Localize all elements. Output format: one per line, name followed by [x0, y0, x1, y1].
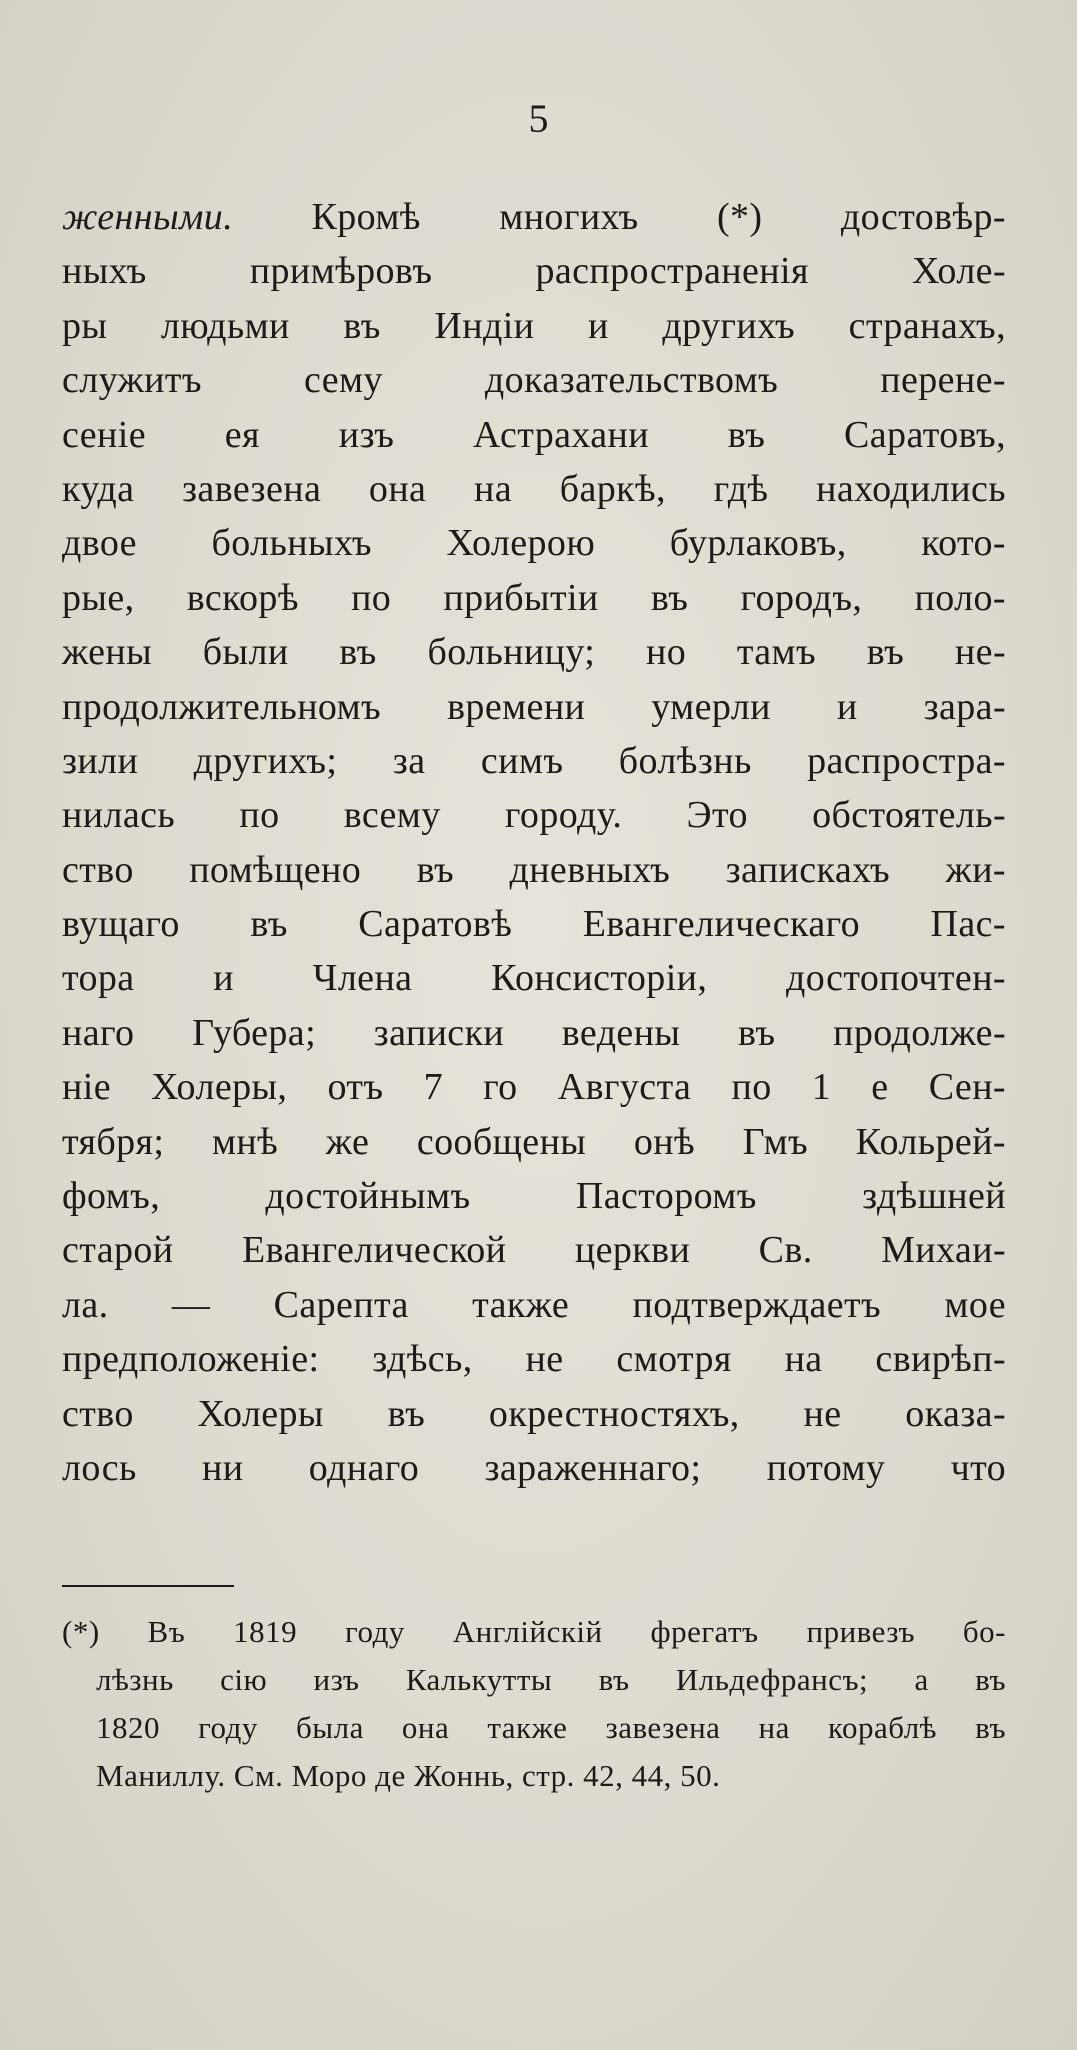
text-line: продолжительномъ времени умерли и зара- — [62, 685, 1006, 728]
text-line — [62, 190, 1006, 244]
text-line: служитъ сему доказательствомъ перене- — [62, 359, 1006, 402]
footnote-line: лѣзнь сію изъ Калькутты въ Ильдефрансъ; а въ — [96, 1662, 1006, 1697]
text-line: куда завезена она на баркѣ, гдѣ находились — [62, 467, 1006, 510]
text-line: ныхъ примѣровъ распространенія Холе- — [62, 250, 1006, 293]
text-line: наго Губера; записки ведены въ продолже- — [62, 1011, 1006, 1054]
text-line: нилась по всему городу. Это обстоятель- — [62, 794, 1006, 837]
footnote-line: 1820 году была она также завезена на кораблѣ въ — [96, 1710, 1006, 1745]
text-line: предположеніе: здѣсь, не смотря на свирѣп- — [62, 1338, 1006, 1381]
text-line: жены были въ больницу; но тамъ въ не- — [62, 631, 1006, 674]
text-line: двое больныхъ Холерою бурлаковъ, кото- — [62, 522, 1006, 565]
page-number: 5 — [528, 96, 549, 141]
text-line: ство помѣщено въ дневныхъ запискахъ жи- — [62, 848, 1006, 891]
footnote-divider — [62, 1585, 234, 1587]
footnote-line: (*) Въ 1819 году Англійскій фрегатъ привезъ бо- — [62, 1614, 1006, 1649]
text-line: сеніе ея изъ Астрахани въ Саратовъ, — [62, 413, 1006, 456]
text-line: тора и Члена Консисторіи, достопочтен- — [62, 957, 1006, 1000]
text-line: тября; мнѣ же сообщены онѣ Гмъ Кольрей- — [62, 1120, 1006, 1163]
footnote-line: Маниллу. См. Моро де Жоннь, стр. 42, 44, 50. — [96, 1758, 721, 1793]
text-line: ство Холеры въ окрестностяхъ, не оказа- — [62, 1392, 1006, 1435]
continued-word: женными. — [62, 196, 234, 238]
first-line-rest: Кромѣ многихъ (*) достовѣр- — [311, 196, 1006, 238]
text-line: ла. — Сарепта также подтверждаетъ мое — [62, 1283, 1006, 1326]
main-text-block — [62, 190, 1006, 1495]
text-line: лось ни однаго зараженнаго; потому что — [62, 1446, 1006, 1489]
text-line: ніе Холеры, отъ 7 го Августа по 1 е Сен- — [62, 1066, 1006, 1109]
text-line: старой Евангелической церкви Св. Михаи- — [62, 1229, 1006, 1272]
text-line: вущаго въ Саратовѣ Евангелическаго Пас- — [62, 903, 1006, 946]
footnote-block — [62, 1608, 1006, 1800]
text-line: рые, вскорѣ по прибытіи въ городъ, поло- — [62, 576, 1006, 619]
text-line: ры людьми въ Индіи и другихъ странахъ, — [62, 304, 1006, 347]
text-line: зили другихъ; за симъ болѣзнь распростра- — [62, 739, 1006, 782]
text-line: фомъ, достойнымъ Пасторомъ здѣшней — [62, 1175, 1006, 1218]
